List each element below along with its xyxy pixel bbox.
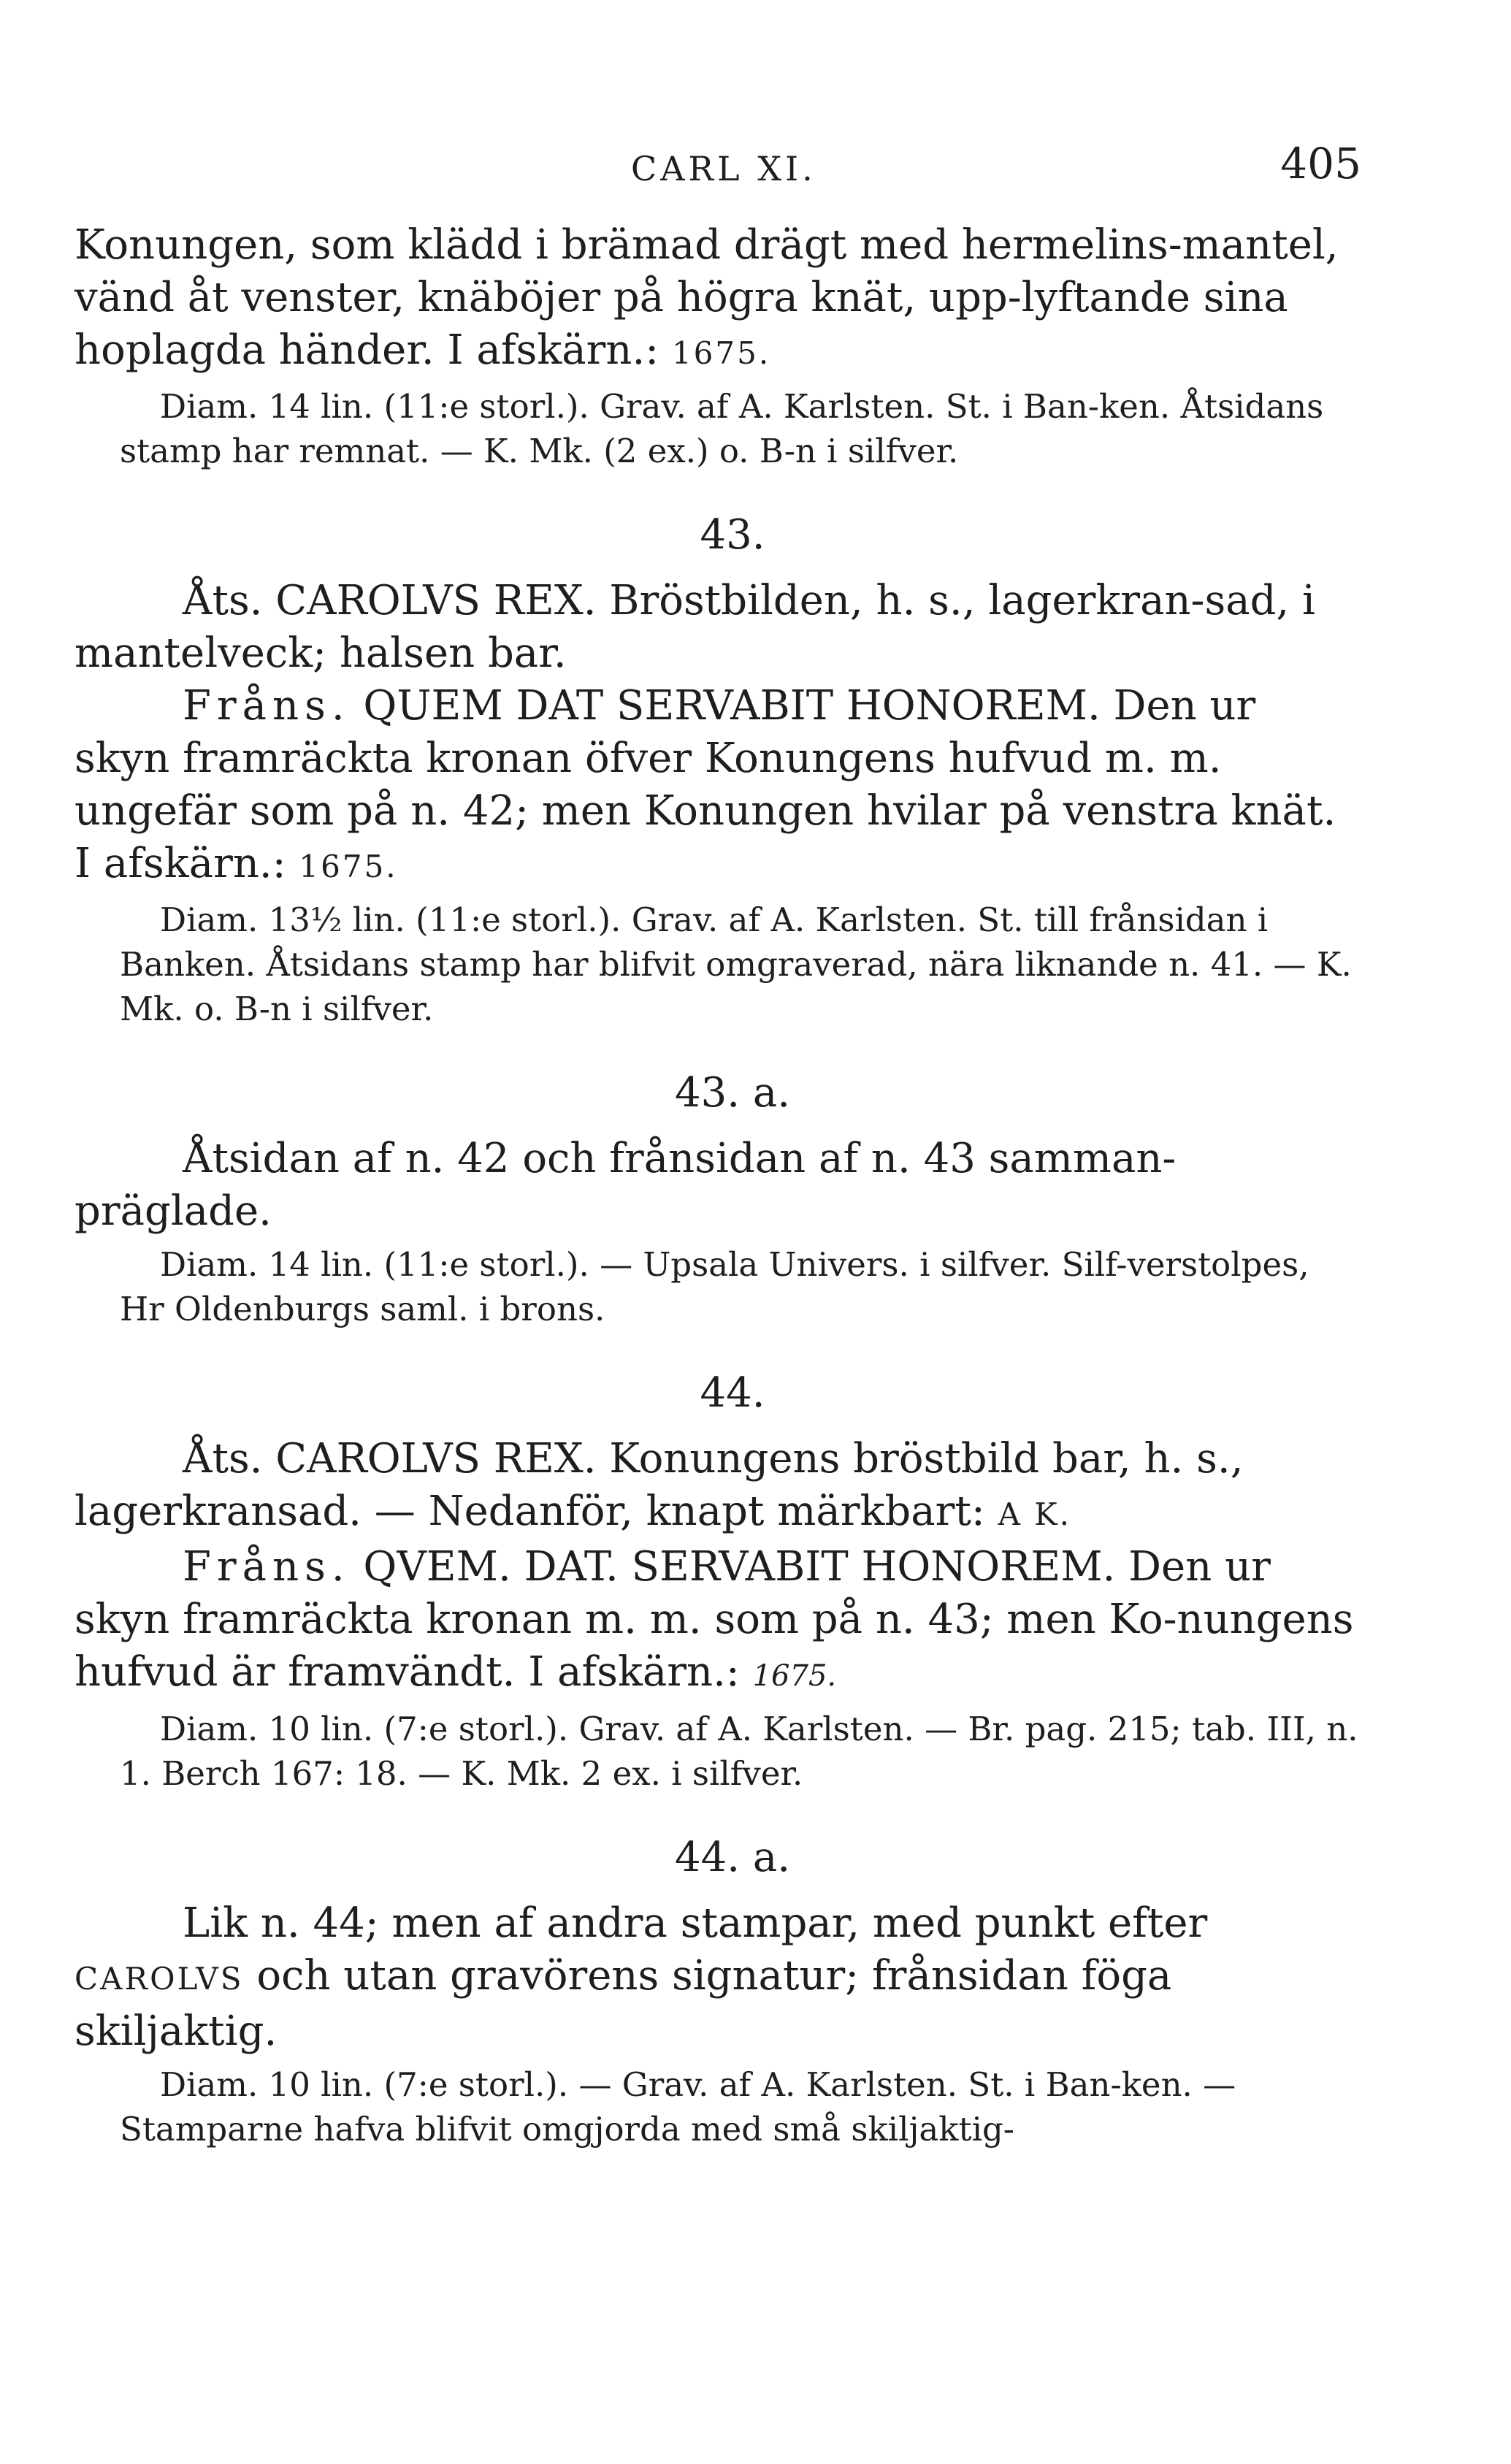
- entry-44-number: 44.: [700, 1369, 765, 1417]
- entry-43-obverse: [74, 575, 1361, 680]
- entry-44-obverse: [74, 1433, 1361, 1541]
- running-head: CARL XI.: [631, 149, 816, 188]
- entry-44-reverse: [74, 1541, 1361, 1702]
- entry-43a-number: 43. a.: [674, 1069, 791, 1117]
- entry-44-frans-label: Fråns.: [183, 1543, 351, 1591]
- entry-43-frans-text: QUEM DAT SERVABIT HONOREM. Den ur skyn framräckta kronan öfver Konungens hufvud m. m. ungefär som på n. 42; men Konungen hvilar på venstra knät. I afskärn.:: [74, 682, 1336, 887]
- book-page: [74, 0, 1361, 2464]
- entry-42-continuation: [74, 219, 1361, 380]
- entry-44a-number: 44. a.: [674, 1834, 791, 1881]
- entry-44-note: Diam. 10 lin. (7:e storl.). Grav. af A. Karlsten. — Br. pag. 215; tab. III, n. 1. Berch 167: 18. — K. Mk. 2 ex. i silfver.: [120, 1710, 1358, 1793]
- entry-43-number: 43.: [700, 511, 765, 559]
- entry-42-text: Konungen, som klädd i brämad drägt med hermelins-mantel, vänd åt venster, knäböjer på högra knät, upp-lyftande sina hoplagda händer. I afskärn.:: [74, 221, 1339, 374]
- entry-43-ats-text: CAROLVS REX. Bröstbilden, h. s., lagerkran-sad, i mantelveck; halsen bar.: [74, 577, 1315, 677]
- entry-44-ats-label: Åts.: [183, 1435, 263, 1482]
- entry-43a-note: Diam. 14 lin. (11:e storl.). — Upsala Univers. i silfver. Silf-verstolpes, Hr Oldenburgs saml. i brons.: [120, 1245, 1309, 1328]
- entry-44-signature: A K.: [998, 1496, 1072, 1532]
- entry-44a-text-b: och utan gravörens signatur; frånsidan föga skiljaktig.: [74, 1952, 1172, 2055]
- entry-44a-carolvs: CAROLVS: [74, 1961, 244, 1997]
- entry-43-reverse: [74, 680, 1361, 893]
- entry-44a-note: Diam. 10 lin. (7:e storl.). — Grav. af A. Karlsten. St. i Ban-ken. — Stamparne hafva blifvit omgjorda med små skiljaktig-: [120, 2065, 1236, 2149]
- entry-43a-text: Åtsidan af n. 42 och frånsidan af n. 43 samman-präglade.: [74, 1135, 1177, 1235]
- entry-43-note: Diam. 13½ lin. (11:e storl.). Grav. af A. Karlsten. St. till frånsidan i Banken. Åtsidans stamp har blifvit omgraverad, nära liknande n. 41. — K. Mk. o. B-n i silfver.: [120, 900, 1352, 1028]
- entry-44a-text: [74, 1897, 1361, 2058]
- page-header: [74, 139, 1361, 197]
- entry-43-frans-label: Fråns.: [183, 682, 351, 730]
- entry-44-year: 1675.: [752, 1659, 837, 1693]
- entry-44-frans-text: QVEM. DAT. SERVABIT HONOREM. Den ur skyn framräckta kronan m. m. som på n. 43; men Ko-nungens hufvud är framvändt. I afskärn.:: [74, 1543, 1354, 1696]
- entry-42-year: 1675.: [671, 335, 771, 371]
- page-number: 405: [1280, 139, 1361, 188]
- entry-44-ats-text: CAROLVS REX. Konungens bröstbild bar, h. s., lagerkransad. — Nedanför, knapt märkbart:: [74, 1435, 1244, 1535]
- page-body: [74, 219, 1361, 2151]
- entry-43-year: 1675.: [299, 849, 398, 884]
- entry-42-note: Diam. 14 lin. (11:e storl.). Grav. af A. Karlsten. St. i Ban-ken. Åtsidans stamp har remnat. — K. Mk. (2 ex.) o. B-n i silfver.: [120, 387, 1324, 470]
- entry-44a-text-a: Lik n. 44; men af andra stampar, med punkt efter: [183, 1899, 1208, 1947]
- entry-43-ats-label: Åts.: [183, 577, 263, 624]
